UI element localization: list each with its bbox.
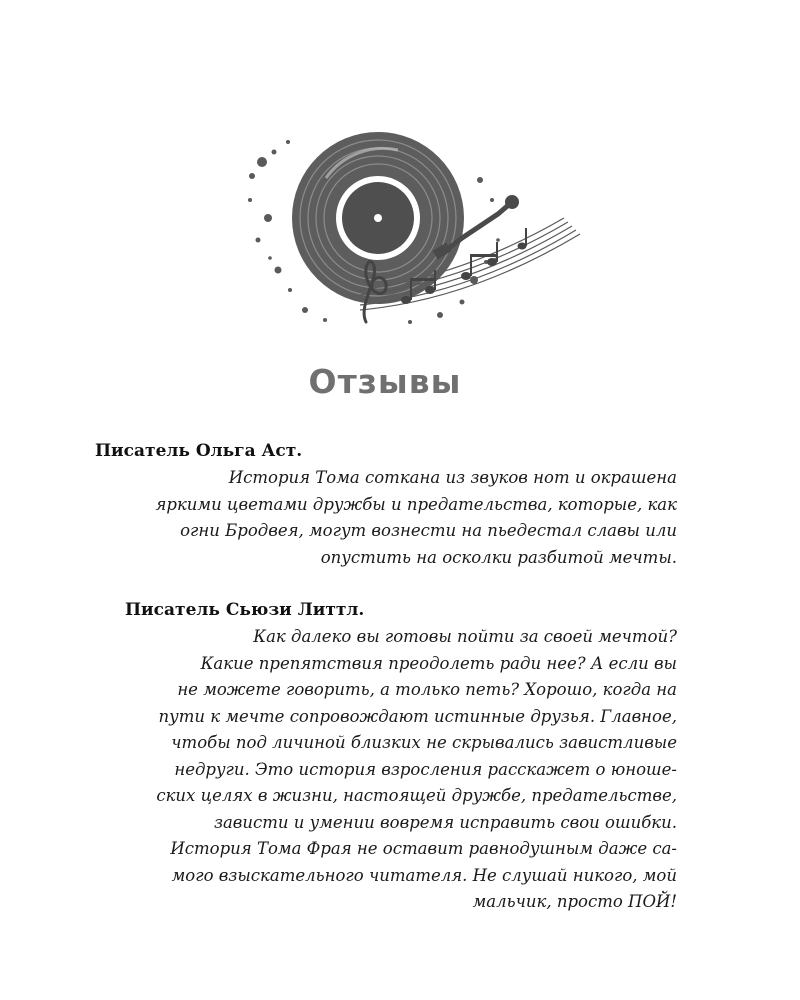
- review-olga-ast: [95, 438, 677, 571]
- review-text-line: чтобы под личиной близких не скрывались завистливые: [171, 733, 677, 752]
- review-susie-little: [95, 597, 677, 916]
- review-author: Писатель Сьюзи Литтл.: [125, 600, 365, 620]
- review-text-line: недруги. Это история взросления расскажет о юноше-: [174, 759, 677, 779]
- review-author: Писатель Ольга Аст.: [95, 441, 303, 461]
- review-text-line: ских целях в жизни, настоящей дружбе, предательстве,: [156, 786, 677, 805]
- review-text-line: огни Бродвея, могут вознести на пьедестал славы или: [180, 521, 677, 540]
- review-text-line: мого взыскательного читателя. Не слушай никого, мой: [171, 865, 677, 885]
- review-text-line: яркими цветами дружбы и предательства, которые, как: [155, 494, 677, 514]
- page-title: Отзывы: [308, 362, 462, 401]
- review-text-line: пути к мечте сопровождают истинные друзья. Главное,: [158, 706, 677, 726]
- review-text-line: не можете говорить, а только петь? Хорошо, когда на: [177, 680, 677, 699]
- review-text-line: История Тома соткана из звуков нот и окрашена: [228, 468, 677, 487]
- review-text-line: опустить на осколки разбитой мечты.: [320, 547, 677, 567]
- review-text-line: Как далеко вы готовы пойти за своей мечтой?: [253, 627, 677, 646]
- vinyl-record-music-notes-icon: [230, 130, 590, 330]
- review-text-line: мальчик, просто ПОЙ!: [472, 892, 677, 911]
- review-text-line: Какие препятствия преодолеть ради нее? А если вы: [200, 653, 677, 673]
- review-text-line: зависти и умении вовремя исправить свои ошибки.: [213, 812, 677, 832]
- review-text-line: История Тома Фрая не оставит равнодушным даже са-: [170, 839, 677, 858]
